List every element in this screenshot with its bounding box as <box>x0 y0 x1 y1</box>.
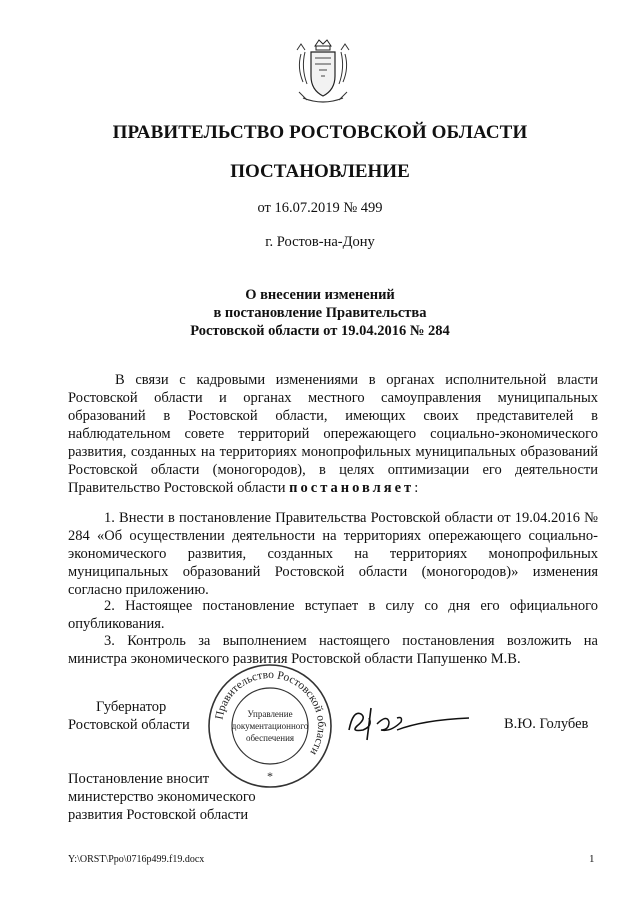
governor-title <box>68 698 218 734</box>
stamp-center-line: обеспечения <box>245 733 295 743</box>
organization-title: ПРАВИТЕЛЬСТВО РОСТОВСКОЙ ОБЛАСТИ <box>112 122 528 143</box>
governor-title-line: Губернатор <box>96 699 167 715</box>
page-number: 1 <box>589 853 595 865</box>
stamp-center-line: Управление <box>247 709 293 719</box>
issuer-line: министерство экономического <box>68 789 256 805</box>
document-date-number: от 16.07.2019 № 499 <box>257 200 383 216</box>
stamp-ring-text: Правительство Ростовской области <box>213 668 328 758</box>
subject-line: в постановление Правительства <box>213 305 427 321</box>
document-subject <box>0 286 640 340</box>
stamp-center-line: документационного <box>231 721 309 731</box>
resolution-item-3: 3. Контроль за выполнением настоящего постановления возложить на министра экономического развития Ростовской области Папушенко М.В. <box>68 633 598 667</box>
intro-end: : <box>414 480 419 496</box>
issuer-line: развития Ростовской области <box>68 807 249 823</box>
footer-file-path: Y:\ORST\Ppo\0716p499.f19.docx <box>68 854 205 865</box>
document-city: г. Ростов-на-Дону <box>265 234 375 250</box>
issuer-line: Постановление вносит <box>68 771 210 787</box>
governor-name: В.Ю. Голубев <box>504 716 589 732</box>
subject-line: О внесении изменений <box>245 287 395 303</box>
intro-text: В связи с кадровыми изменениями в органах исполнительной власти Ростовской области и органах местного самоуправления муниципальных образований в Ростовской области, имеющих своих представителей в наблюдательном совете территорий опережающего социально-экономического развития, созданных на территориях монопрофильных муниципальных образований Ростовской области (моногородов), в целях оптимизации его деятельности Правительство Ростовской области <box>68 372 598 496</box>
coat-of-arms-icon <box>293 38 353 110</box>
resolution-item-1: 1. Внести в постановление Правительства Ростовской области от 19.04.2016 № 284 «Об осуществлении деятельности на территориях опережающего социально-экономического развития, созданных на территориях монопрофильных муниципальных образований Ростовской области (моногородов)» изменения согласно приложению. <box>68 510 598 598</box>
resolution-item-2: 2. Настоящее постановление вступает в силу со дня его официального опубликования. <box>68 598 598 632</box>
governor-title-line: Ростовской области <box>68 717 190 733</box>
stamp-star: * <box>267 769 273 783</box>
document-type: ПОСТАНОВЛЕНИЕ <box>230 161 410 182</box>
subject-line: Ростовской области от 19.04.2016 № 284 <box>190 323 450 339</box>
handwritten-signature <box>343 700 473 744</box>
issuer-note <box>68 770 308 824</box>
intro-paragraph <box>68 371 598 497</box>
resolves-word: постановляет <box>289 480 415 496</box>
